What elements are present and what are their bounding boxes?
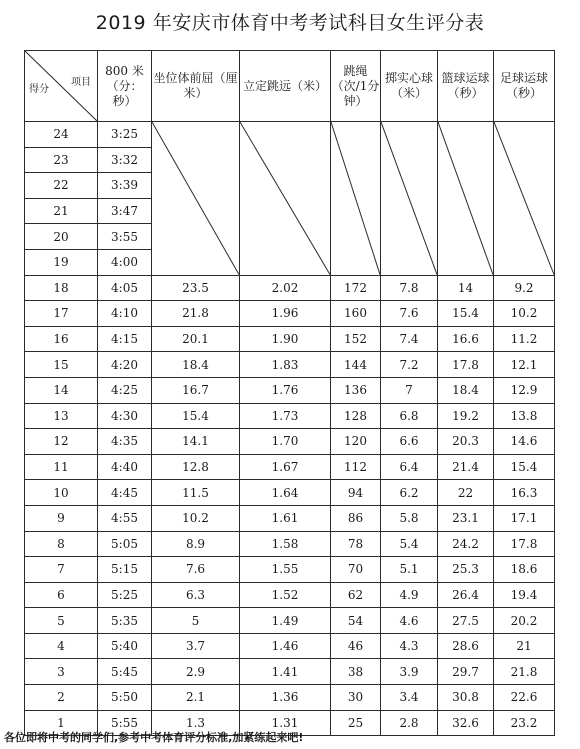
table-row — [25, 531, 555, 557]
cell-800m: 5:35 — [98, 608, 152, 634]
empty-cell-diagonal — [438, 122, 493, 275]
score-cell: 21 — [25, 198, 98, 224]
value-cell: 1.49 — [240, 608, 331, 634]
value-cell: 1.67 — [240, 454, 331, 480]
cell-800m: 3:47 — [98, 198, 152, 224]
empty-cell — [381, 122, 438, 276]
table-row — [25, 480, 555, 506]
value-cell: 136 — [331, 377, 381, 403]
value-cell: 78 — [331, 531, 381, 557]
score-cell: 23 — [25, 147, 98, 173]
value-cell: 3.4 — [381, 685, 438, 711]
cell-800m: 4:40 — [98, 454, 152, 480]
corner-item-label: 项目 — [71, 77, 91, 88]
value-cell: 7.6 — [152, 557, 240, 583]
value-cell: 12.1 — [494, 352, 555, 378]
score-cell: 2 — [25, 685, 98, 711]
value-cell: 20.1 — [152, 326, 240, 352]
value-cell: 7.6 — [381, 301, 438, 327]
value-cell: 1.31 — [240, 710, 331, 736]
column-header: 跳绳（次/1分钟） — [331, 51, 381, 122]
value-cell: 1.52 — [240, 582, 331, 608]
cell-800m: 5:25 — [98, 582, 152, 608]
value-cell: 1.55 — [240, 557, 331, 583]
value-cell: 14 — [438, 275, 494, 301]
value-cell: 29.7 — [438, 659, 494, 685]
value-cell: 7.8 — [381, 275, 438, 301]
column-header: 足球运球（秒） — [494, 51, 555, 122]
value-cell: 9.2 — [494, 275, 555, 301]
score-cell: 10 — [25, 480, 98, 506]
value-cell: 86 — [331, 505, 381, 531]
value-cell: 6.8 — [381, 403, 438, 429]
value-cell: 10.2 — [152, 505, 240, 531]
score-cell: 9 — [25, 505, 98, 531]
table-row — [25, 659, 555, 685]
score-cell: 7 — [25, 557, 98, 583]
score-cell: 4 — [25, 633, 98, 659]
table-row — [25, 608, 555, 634]
value-cell: 30.8 — [438, 685, 494, 711]
table-row — [25, 377, 555, 403]
value-cell: 12.8 — [152, 454, 240, 480]
value-cell: 27.5 — [438, 608, 494, 634]
cell-800m: 5:40 — [98, 633, 152, 659]
value-cell: 21.4 — [438, 454, 494, 480]
score-cell: 24 — [25, 122, 98, 148]
value-cell: 1.58 — [240, 531, 331, 557]
value-cell: 14.6 — [494, 429, 555, 455]
page-title: 2019 年安庆市体育中考考试科目女生评分表 — [95, 12, 485, 34]
score-cell: 15 — [25, 352, 98, 378]
value-cell: 1.36 — [240, 685, 331, 711]
cell-800m: 4:25 — [98, 377, 152, 403]
value-cell: 17.1 — [494, 505, 555, 531]
cell-800m: 3:39 — [98, 173, 152, 199]
value-cell: 16.3 — [494, 480, 555, 506]
table-row — [25, 429, 555, 455]
score-cell: 20 — [25, 224, 98, 250]
empty-cell-diagonal — [240, 122, 330, 275]
value-cell: 1.83 — [240, 352, 331, 378]
cell-800m: 4:30 — [98, 403, 152, 429]
cell-800m: 3:25 — [98, 122, 152, 148]
value-cell: 2.8 — [381, 710, 438, 736]
table-row — [25, 275, 555, 301]
empty-cell-diagonal — [152, 122, 239, 275]
value-cell: 18.6 — [494, 557, 555, 583]
cell-800m: 4:35 — [98, 429, 152, 455]
value-cell: 17.8 — [438, 352, 494, 378]
value-cell: 15.4 — [152, 403, 240, 429]
value-cell: 8.9 — [152, 531, 240, 557]
value-cell: 21.8 — [152, 301, 240, 327]
column-header: 篮球运球（秒） — [438, 51, 494, 122]
value-cell: 4.9 — [381, 582, 438, 608]
score-cell: 3 — [25, 659, 98, 685]
value-cell: 6.2 — [381, 480, 438, 506]
score-cell: 6 — [25, 582, 98, 608]
cell-800m: 3:32 — [98, 147, 152, 173]
cell-800m: 5:15 — [98, 557, 152, 583]
score-cell: 5 — [25, 608, 98, 634]
score-cell: 18 — [25, 275, 98, 301]
value-cell: 30 — [331, 685, 381, 711]
value-cell: 2.9 — [152, 659, 240, 685]
value-cell: 172 — [331, 275, 381, 301]
value-cell: 7.4 — [381, 326, 438, 352]
value-cell: 11.5 — [152, 480, 240, 506]
cell-800m: 5:05 — [98, 531, 152, 557]
table-row — [25, 454, 555, 480]
value-cell: 15.4 — [438, 301, 494, 327]
table-row — [25, 685, 555, 711]
value-cell: 7 — [381, 377, 438, 403]
header-corner-cell — [25, 51, 98, 122]
value-cell: 4.3 — [381, 633, 438, 659]
value-cell: 5.8 — [381, 505, 438, 531]
value-cell: 16.6 — [438, 326, 494, 352]
empty-cell — [331, 122, 381, 276]
value-cell: 5.1 — [381, 557, 438, 583]
empty-cell-diagonal — [381, 122, 437, 275]
value-cell: 112 — [331, 454, 381, 480]
value-cell: 25.3 — [438, 557, 494, 583]
value-cell: 1.64 — [240, 480, 331, 506]
cell-800m: 5:55 — [98, 710, 152, 736]
value-cell: 120 — [331, 429, 381, 455]
empty-cell — [240, 122, 331, 276]
value-cell: 2.02 — [240, 275, 331, 301]
value-cell: 1.73 — [240, 403, 331, 429]
value-cell: 1.41 — [240, 659, 331, 685]
score-cell: 8 — [25, 531, 98, 557]
value-cell: 23.2 — [494, 710, 555, 736]
value-cell: 1.96 — [240, 301, 331, 327]
score-cell: 19 — [25, 249, 98, 275]
table-row — [25, 582, 555, 608]
score-cell: 16 — [25, 326, 98, 352]
empty-cell — [152, 122, 240, 276]
score-cell: 11 — [25, 454, 98, 480]
value-cell: 94 — [331, 480, 381, 506]
value-cell: 24.2 — [438, 531, 494, 557]
empty-cell — [494, 122, 555, 276]
table-row — [25, 122, 555, 148]
value-cell: 152 — [331, 326, 381, 352]
score-table — [24, 50, 555, 736]
cell-800m: 4:05 — [98, 275, 152, 301]
value-cell: 23.5 — [152, 275, 240, 301]
empty-cell-diagonal — [494, 122, 554, 275]
value-cell: 1.61 — [240, 505, 331, 531]
score-cell: 17 — [25, 301, 98, 327]
footer-note: 各位即将中考的同学们,参考中考体育评分标准,加紧练起来吧! — [4, 731, 304, 744]
value-cell: 1.76 — [240, 377, 331, 403]
header-row — [25, 51, 555, 122]
value-cell: 11.2 — [494, 326, 555, 352]
table-row — [25, 403, 555, 429]
value-cell: 17.8 — [494, 531, 555, 557]
cell-800m: 4:45 — [98, 480, 152, 506]
value-cell: 16.7 — [152, 377, 240, 403]
value-cell: 12.9 — [494, 377, 555, 403]
value-cell: 1.3 — [152, 710, 240, 736]
cell-800m: 4:00 — [98, 249, 152, 275]
cell-800m: 5:50 — [98, 685, 152, 711]
value-cell: 18.4 — [152, 352, 240, 378]
value-cell: 6.4 — [381, 454, 438, 480]
value-cell: 14.1 — [152, 429, 240, 455]
value-cell: 22 — [438, 480, 494, 506]
value-cell: 15.4 — [494, 454, 555, 480]
value-cell: 160 — [331, 301, 381, 327]
cell-800m: 3:55 — [98, 224, 152, 250]
value-cell: 26.4 — [438, 582, 494, 608]
value-cell: 70 — [331, 557, 381, 583]
table-row — [25, 326, 555, 352]
empty-cell-diagonal — [331, 122, 380, 275]
value-cell: 3.9 — [381, 659, 438, 685]
value-cell: 13.8 — [494, 403, 555, 429]
value-cell: 6.3 — [152, 582, 240, 608]
value-cell: 25 — [331, 710, 381, 736]
value-cell: 32.6 — [438, 710, 494, 736]
value-cell: 19.2 — [438, 403, 494, 429]
cell-800m: 4:15 — [98, 326, 152, 352]
value-cell: 6.6 — [381, 429, 438, 455]
cell-800m: 4:55 — [98, 505, 152, 531]
value-cell: 5 — [152, 608, 240, 634]
table-row — [25, 505, 555, 531]
value-cell: 5.4 — [381, 531, 438, 557]
value-cell: 38 — [331, 659, 381, 685]
table-row — [25, 633, 555, 659]
value-cell: 23.1 — [438, 505, 494, 531]
score-cell: 13 — [25, 403, 98, 429]
value-cell: 7.2 — [381, 352, 438, 378]
table-row — [25, 301, 555, 327]
corner-score-label: 得分 — [29, 84, 49, 95]
value-cell: 144 — [331, 352, 381, 378]
column-header: 800 米（分：秒） — [98, 51, 152, 122]
value-cell: 3.7 — [152, 633, 240, 659]
table-row — [25, 352, 555, 378]
value-cell: 62 — [331, 582, 381, 608]
value-cell: 21.8 — [494, 659, 555, 685]
value-cell: 54 — [331, 608, 381, 634]
value-cell: 21 — [494, 633, 555, 659]
value-cell: 18.4 — [438, 377, 494, 403]
value-cell: 1.90 — [240, 326, 331, 352]
value-cell: 20.3 — [438, 429, 494, 455]
table-row — [25, 557, 555, 583]
value-cell: 10.2 — [494, 301, 555, 327]
value-cell: 2.1 — [152, 685, 240, 711]
column-header: 掷实心球（米） — [381, 51, 438, 122]
empty-cell — [438, 122, 494, 276]
value-cell: 46 — [331, 633, 381, 659]
column-header: 立定跳远（米） — [240, 51, 331, 122]
value-cell: 1.46 — [240, 633, 331, 659]
cell-800m: 5:45 — [98, 659, 152, 685]
score-cell: 14 — [25, 377, 98, 403]
value-cell: 20.2 — [494, 608, 555, 634]
value-cell: 128 — [331, 403, 381, 429]
value-cell: 22.6 — [494, 685, 555, 711]
score-cell: 1 — [25, 710, 98, 736]
value-cell: 28.6 — [438, 633, 494, 659]
score-cell: 12 — [25, 429, 98, 455]
cell-800m: 4:10 — [98, 301, 152, 327]
value-cell: 19.4 — [494, 582, 555, 608]
cell-800m: 4:20 — [98, 352, 152, 378]
column-header: 坐位体前屈（厘米） — [152, 51, 240, 122]
value-cell: 1.70 — [240, 429, 331, 455]
value-cell: 4.6 — [381, 608, 438, 634]
score-table-body — [25, 122, 555, 736]
score-cell: 22 — [25, 173, 98, 199]
